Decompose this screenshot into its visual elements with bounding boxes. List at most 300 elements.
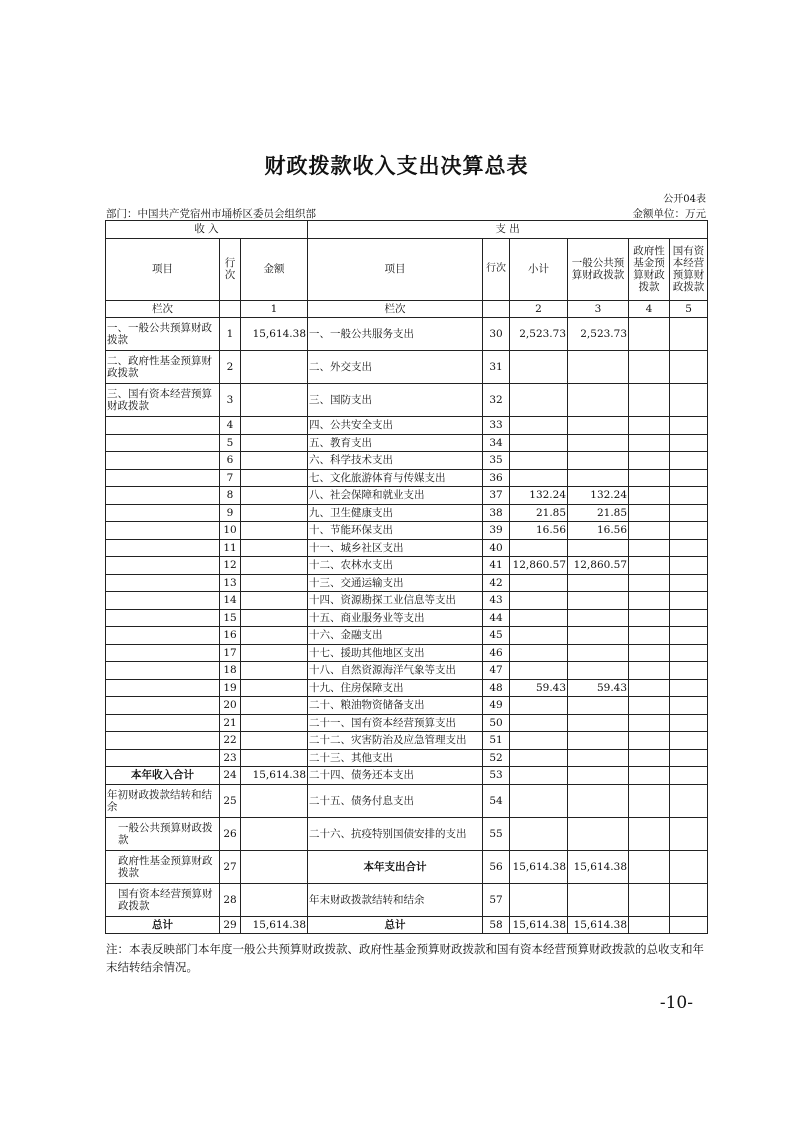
fund-budget-cell: [629, 522, 670, 540]
fund-budget-cell: [629, 504, 670, 522]
fund-budget-cell: [629, 592, 670, 610]
state-capital-cell: [670, 679, 708, 697]
table-row: [106, 916, 708, 934]
subtotal-cell: 2,523.73: [510, 318, 568, 351]
state-capital-cell: [670, 697, 708, 715]
income-rowno-cell: 17: [220, 644, 241, 662]
income-item-cell: [106, 487, 220, 505]
general-budget-cell: [568, 417, 629, 435]
state-capital-cell: [670, 609, 708, 627]
unit-label: 金额单位：万元: [632, 208, 706, 220]
table-row: [106, 784, 708, 817]
income-item-cell: [106, 644, 220, 662]
subtotal-cell: [510, 574, 568, 592]
general-budget-cell: 59.43: [568, 679, 629, 697]
state-capital-cell: [670, 627, 708, 645]
expense-rowno-cell: 40: [483, 539, 510, 557]
subtotal-cell: [510, 452, 568, 470]
fund-budget-cell: [629, 850, 670, 883]
footnote: 注：本表反映部门本年度一般公共预算财政拨款、政府性基金预算财政拨款和国有资本经营预算财政拨款的总收支和年末结转结余情况。: [106, 942, 704, 974]
income-rowno-cell: 7: [220, 469, 241, 487]
income-amount-cell: [241, 384, 308, 417]
income-rowno-cell: 8: [220, 487, 241, 505]
expense-rowno-cell: 51: [483, 732, 510, 750]
general-budget-cell: [568, 784, 629, 817]
state-capital-cell: [670, 452, 708, 470]
subtotal-cell: 132.24: [510, 487, 568, 505]
fund-budget-cell: [629, 644, 670, 662]
income-rowno-cell: 3: [220, 384, 241, 417]
table-row: [106, 384, 708, 417]
expense-rowno-cell: 47: [483, 662, 510, 680]
expense-item-cell: 十四、资源勘探工业信息等支出: [308, 592, 483, 610]
income-item-cell: [106, 522, 220, 540]
fund-budget-cell: [629, 714, 670, 732]
income-item-cell: 一般公共预算财政拨款: [106, 817, 220, 850]
income-rowno-cell: 29: [220, 916, 241, 934]
expense-rowno-cell: 50: [483, 714, 510, 732]
income-item-cell: [106, 557, 220, 575]
state-capital-cell: [670, 916, 708, 934]
income-item-cell: [106, 749, 220, 767]
income-rowno-cell: 26: [220, 817, 241, 850]
expense-rowno-cell: 48: [483, 679, 510, 697]
general-budget-header: 一般公共预算财政拨款: [568, 238, 629, 300]
general-budget-cell: [568, 697, 629, 715]
income-item-cell: 年初财政拨款结转和结余: [106, 784, 220, 817]
state-capital-cell: [670, 487, 708, 505]
general-budget-cell: [568, 539, 629, 557]
table-row: [106, 644, 708, 662]
state-capital-cell: [670, 767, 708, 785]
expense-item-cell: 四、公共安全支出: [308, 417, 483, 435]
expense-rowno-cell: 42: [483, 574, 510, 592]
subtotal-cell: [510, 351, 568, 384]
expense-item-cell: 二十四、债务还本支出: [308, 767, 483, 785]
subtotal-cell: 15,614.38: [510, 916, 568, 934]
fund-budget-cell: [629, 679, 670, 697]
expense-rowno-cell: 39: [483, 522, 510, 540]
income-amount-cell: [241, 452, 308, 470]
budget-table: [105, 220, 708, 934]
general-budget-cell: [568, 767, 629, 785]
income-amount-cell: [241, 417, 308, 435]
expense-item-cell: 六、科学技术支出: [308, 452, 483, 470]
state-capital-cell: [670, 539, 708, 557]
expense-item-cell: 十九、住房保障支出: [308, 679, 483, 697]
expense-item-cell: 九、卫生健康支出: [308, 504, 483, 522]
subtotal-cell: [510, 609, 568, 627]
table-row: [106, 883, 708, 916]
table-row: [106, 609, 708, 627]
state-capital-cell: [670, 504, 708, 522]
fund-budget-cell: [629, 574, 670, 592]
expense-rowno-cell: 58: [483, 916, 510, 934]
expense-item-cell: 五、教育支出: [308, 434, 483, 452]
income-amount-header: 金额: [241, 238, 308, 300]
income-rowno-cell: 19: [220, 679, 241, 697]
expense-rowno-cell: 57: [483, 883, 510, 916]
fund-budget-cell: [629, 351, 670, 384]
expense-rowno-cell: 56: [483, 850, 510, 883]
expense-rowno-cell: 31: [483, 351, 510, 384]
table-row: [106, 417, 708, 435]
general-budget-cell: [568, 469, 629, 487]
state-capital-cell: [670, 434, 708, 452]
income-amount-cell: 15,614.38: [241, 916, 308, 934]
table-row: [106, 522, 708, 540]
income-rowno-cell: 23: [220, 749, 241, 767]
expense-rowno-cell: 46: [483, 644, 510, 662]
fund-budget-cell: [629, 767, 670, 785]
income-rowno-cell: 14: [220, 592, 241, 610]
general-budget-cell: 15,614.38: [568, 916, 629, 934]
state-capital-cell: [670, 318, 708, 351]
income-amount-cell: [241, 732, 308, 750]
income-item-cell: [106, 627, 220, 645]
income-amount-cell: [241, 557, 308, 575]
expense-item-cell: 十七、援助其他地区支出: [308, 644, 483, 662]
state-capital-header: 国有资本经营预算财政拨款: [670, 238, 708, 300]
income-rowno-cell: 2: [220, 351, 241, 384]
expense-rowno-cell: 41: [483, 557, 510, 575]
expense-item-cell: 十五、商业服务业等支出: [308, 609, 483, 627]
income-rowno-cell: 18: [220, 662, 241, 680]
table-row: [106, 351, 708, 384]
income-amount-cell: [241, 592, 308, 610]
expense-item-cell: 二十、粮油物资储备支出: [308, 697, 483, 715]
expense-rowno-cell: 43: [483, 592, 510, 610]
fund-budget-cell: [629, 452, 670, 470]
expense-item-cell: 三、国防支出: [308, 384, 483, 417]
general-budget-cell: [568, 662, 629, 680]
fund-budget-cell: [629, 609, 670, 627]
table-row: [106, 504, 708, 522]
general-budget-cell: [568, 883, 629, 916]
income-amount-cell: 15,614.38: [241, 318, 308, 351]
expense-item-cell: 二十一、国有资本经营预算支出: [308, 714, 483, 732]
subtotal-cell: [510, 627, 568, 645]
expense-item-cell: 十六、金融支出: [308, 627, 483, 645]
state-capital-cell: [670, 817, 708, 850]
income-rowno-cell: 9: [220, 504, 241, 522]
income-rowno-cell: 22: [220, 732, 241, 750]
state-capital-cell: [670, 732, 708, 750]
col-number-4: 4: [629, 300, 670, 318]
income-rowno-cell: 24: [220, 767, 241, 785]
income-amount-cell: [241, 817, 308, 850]
income-amount-cell: [241, 644, 308, 662]
table-row: [106, 487, 708, 505]
income-item-cell: [106, 469, 220, 487]
general-budget-cell: [568, 434, 629, 452]
income-amount-cell: [241, 522, 308, 540]
income-amount-cell: [241, 574, 308, 592]
expense-rowno-cell: 54: [483, 784, 510, 817]
fund-budget-cell: [629, 784, 670, 817]
general-budget-cell: 21.85: [568, 504, 629, 522]
fund-budget-cell: [629, 539, 670, 557]
col-number-2: 2: [510, 300, 568, 318]
fund-budget-cell: [629, 749, 670, 767]
income-item-cell: [106, 714, 220, 732]
income-item-cell: 总计: [106, 916, 220, 934]
subtotal-cell: 16.56: [510, 522, 568, 540]
fund-budget-cell: [629, 434, 670, 452]
income-rowno-cell: 5: [220, 434, 241, 452]
expense-item-cell: 十三、交通运输支出: [308, 574, 483, 592]
general-budget-cell: [568, 609, 629, 627]
subtotal-cell: [510, 384, 568, 417]
income-rowno-cell: 11: [220, 539, 241, 557]
income-rowno-cell: 25: [220, 784, 241, 817]
expense-item-cell: 七、文化旅游体育与传媒支出: [308, 469, 483, 487]
expense-rowno-cell: 55: [483, 817, 510, 850]
table-row: [106, 318, 708, 351]
income-rowno-cell: 27: [220, 850, 241, 883]
income-amount-cell: [241, 609, 308, 627]
expense-rowno-cell: 36: [483, 469, 510, 487]
state-capital-cell: [670, 574, 708, 592]
general-budget-cell: [568, 749, 629, 767]
general-budget-cell: [568, 592, 629, 610]
form-number: 公开04表: [663, 194, 706, 205]
income-item-header: 项目: [106, 238, 220, 300]
expense-rowno-cell: 52: [483, 749, 510, 767]
income-rowno-cell: 1: [220, 318, 241, 351]
fund-budget-cell: [629, 817, 670, 850]
income-item-cell: 国有资本经营预算财政拨款: [106, 883, 220, 916]
table-row: [106, 714, 708, 732]
subtotal-cell: [510, 434, 568, 452]
state-capital-cell: [670, 714, 708, 732]
expense-rowno-cell: 49: [483, 697, 510, 715]
general-budget-cell: [568, 384, 629, 417]
fund-budget-cell: [629, 469, 670, 487]
expense-rowno-cell: 35: [483, 452, 510, 470]
expense-item-cell: 二十五、债务付息支出: [308, 784, 483, 817]
fund-budget-cell: [629, 417, 670, 435]
income-rowno-cell: 21: [220, 714, 241, 732]
subtotal-cell: [510, 469, 568, 487]
general-budget-cell: [568, 817, 629, 850]
fund-budget-header: 政府性基金预算财政拨款: [629, 238, 670, 300]
income-amount-cell: [241, 487, 308, 505]
state-capital-cell: [670, 850, 708, 883]
state-capital-cell: [670, 662, 708, 680]
subtotal-cell: [510, 817, 568, 850]
col-label-income: 栏次: [106, 300, 220, 318]
general-budget-cell: 15,614.38: [568, 850, 629, 883]
subtotal-cell: 15,614.38: [510, 850, 568, 883]
fund-budget-cell: [629, 732, 670, 750]
income-item-cell: [106, 662, 220, 680]
income-rowno-cell: 12: [220, 557, 241, 575]
expense-item-cell: 十一、城乡社区支出: [308, 539, 483, 557]
expense-rowno-cell: 37: [483, 487, 510, 505]
fund-budget-cell: [629, 487, 670, 505]
income-rowno-cell: 4: [220, 417, 241, 435]
income-amount-cell: [241, 434, 308, 452]
income-amount-cell: [241, 351, 308, 384]
income-amount-cell: [241, 679, 308, 697]
expense-item-cell: 十二、农林水支出: [308, 557, 483, 575]
income-rowno-cell: 28: [220, 883, 241, 916]
expense-item-cell: 年末财政拨款结转和结余: [308, 883, 483, 916]
fund-budget-cell: [629, 662, 670, 680]
subtotal-cell: 21.85: [510, 504, 568, 522]
subtotal-cell: [510, 592, 568, 610]
income-amount-cell: [241, 627, 308, 645]
fund-budget-cell: [629, 384, 670, 417]
table-row: [106, 749, 708, 767]
table-row: [106, 452, 708, 470]
income-item-cell: [106, 732, 220, 750]
expense-rowno-cell: 44: [483, 609, 510, 627]
fund-budget-cell: [629, 318, 670, 351]
expense-header: 支 出: [308, 221, 708, 239]
general-budget-cell: [568, 574, 629, 592]
subtotal-cell: [510, 644, 568, 662]
expense-item-cell: 二十三、其他支出: [308, 749, 483, 767]
table-row: [106, 574, 708, 592]
expense-rowno-cell: 33: [483, 417, 510, 435]
income-rowno-cell: 13: [220, 574, 241, 592]
state-capital-cell: [670, 784, 708, 817]
expense-rowno-cell: 45: [483, 627, 510, 645]
subtotal-cell: [510, 784, 568, 817]
general-budget-cell: 12,860.57: [568, 557, 629, 575]
state-capital-cell: [670, 883, 708, 916]
income-amount-cell: [241, 850, 308, 883]
table-row: [106, 767, 708, 785]
income-rowno-cell: 15: [220, 609, 241, 627]
table-row: [106, 817, 708, 850]
subtotal-cell: [510, 662, 568, 680]
state-capital-cell: [670, 384, 708, 417]
expense-item-header: 项目: [308, 238, 483, 300]
state-capital-cell: [670, 417, 708, 435]
income-amount-cell: [241, 883, 308, 916]
subtotal-cell: [510, 714, 568, 732]
expense-item-cell: 二十二、灾害防治及应急管理支出: [308, 732, 483, 750]
table-row: [106, 732, 708, 750]
state-capital-cell: [670, 592, 708, 610]
income-amount-cell: 15,614.38: [241, 767, 308, 785]
income-item-cell: 政府性基金预算财政拨款: [106, 850, 220, 883]
income-amount-cell: [241, 697, 308, 715]
table-row: [106, 662, 708, 680]
general-budget-cell: [568, 714, 629, 732]
subtotal-cell: [510, 697, 568, 715]
income-item-cell: [106, 539, 220, 557]
subtotal-cell: 12,860.57: [510, 557, 568, 575]
state-capital-cell: [670, 749, 708, 767]
income-amount-cell: [241, 539, 308, 557]
income-rowno-cell: 16: [220, 627, 241, 645]
expense-rowno-header: 行次: [483, 238, 510, 300]
general-budget-cell: [568, 452, 629, 470]
income-item-cell: [106, 504, 220, 522]
income-amount-cell: [241, 469, 308, 487]
expense-item-cell: 总计: [308, 916, 483, 934]
income-rowno-cell: 10: [220, 522, 241, 540]
expense-rowno-cell: 30: [483, 318, 510, 351]
state-capital-cell: [670, 469, 708, 487]
income-item-cell: 二、政府性基金预算财政拨款: [106, 351, 220, 384]
expense-item-cell: 二十六、抗疫特别国债安排的支出: [308, 817, 483, 850]
table-row: [106, 592, 708, 610]
fund-budget-cell: [629, 697, 670, 715]
table-row: [106, 434, 708, 452]
expense-rowno-cell: 38: [483, 504, 510, 522]
fund-budget-cell: [629, 916, 670, 934]
table-row: [106, 850, 708, 883]
expense-rowno-cell: 32: [483, 384, 510, 417]
fund-budget-cell: [629, 557, 670, 575]
income-item-cell: [106, 592, 220, 610]
expense-item-cell: 本年支出合计: [308, 850, 483, 883]
table-row: [106, 469, 708, 487]
income-rowno-header: 行次: [220, 238, 241, 300]
subtotal-header: 小计: [510, 238, 568, 300]
subtotal-cell: [510, 749, 568, 767]
expense-item-cell: 二、外交支出: [308, 351, 483, 384]
general-budget-cell: 132.24: [568, 487, 629, 505]
expense-item-cell: 一、一般公共服务支出: [308, 318, 483, 351]
income-item-cell: [106, 609, 220, 627]
expense-rowno-cell: 34: [483, 434, 510, 452]
table-row: [106, 627, 708, 645]
state-capital-cell: [670, 557, 708, 575]
table-row: [106, 539, 708, 557]
expense-rowno-cell: 53: [483, 767, 510, 785]
col-number-5: 5: [670, 300, 708, 318]
income-amount-cell: [241, 504, 308, 522]
table-row: [106, 679, 708, 697]
general-budget-cell: [568, 644, 629, 662]
fund-budget-cell: [629, 627, 670, 645]
expense-item-cell: 十、节能环保支出: [308, 522, 483, 540]
general-budget-cell: [568, 351, 629, 384]
col-label-expense: 栏次: [308, 300, 483, 318]
fund-budget-cell: [629, 883, 670, 916]
income-amount-cell: [241, 784, 308, 817]
table-row: [106, 557, 708, 575]
page-number: -10-: [659, 993, 693, 1013]
general-budget-cell: [568, 732, 629, 750]
income-item-cell: [106, 417, 220, 435]
income-item-cell: 本年收入合计: [106, 767, 220, 785]
col-number-3: 3: [568, 300, 629, 318]
income-amount-cell: [241, 749, 308, 767]
income-header: 收 入: [106, 221, 308, 239]
state-capital-cell: [670, 522, 708, 540]
subtotal-cell: [510, 732, 568, 750]
income-item-cell: [106, 434, 220, 452]
subtotal-cell: [510, 883, 568, 916]
income-item-cell: [106, 697, 220, 715]
col-number-1: 1: [241, 300, 308, 318]
income-item-cell: 一、一般公共预算财政拨款: [106, 318, 220, 351]
general-budget-cell: [568, 627, 629, 645]
department-label: 部门：中国共产党宿州市埇桥区委员会组织部: [106, 208, 316, 220]
income-amount-cell: [241, 714, 308, 732]
state-capital-cell: [670, 644, 708, 662]
income-rowno-cell: 20: [220, 697, 241, 715]
page-title: 财政拨款收入支出决算总表: [264, 154, 529, 178]
income-item-cell: [106, 452, 220, 470]
